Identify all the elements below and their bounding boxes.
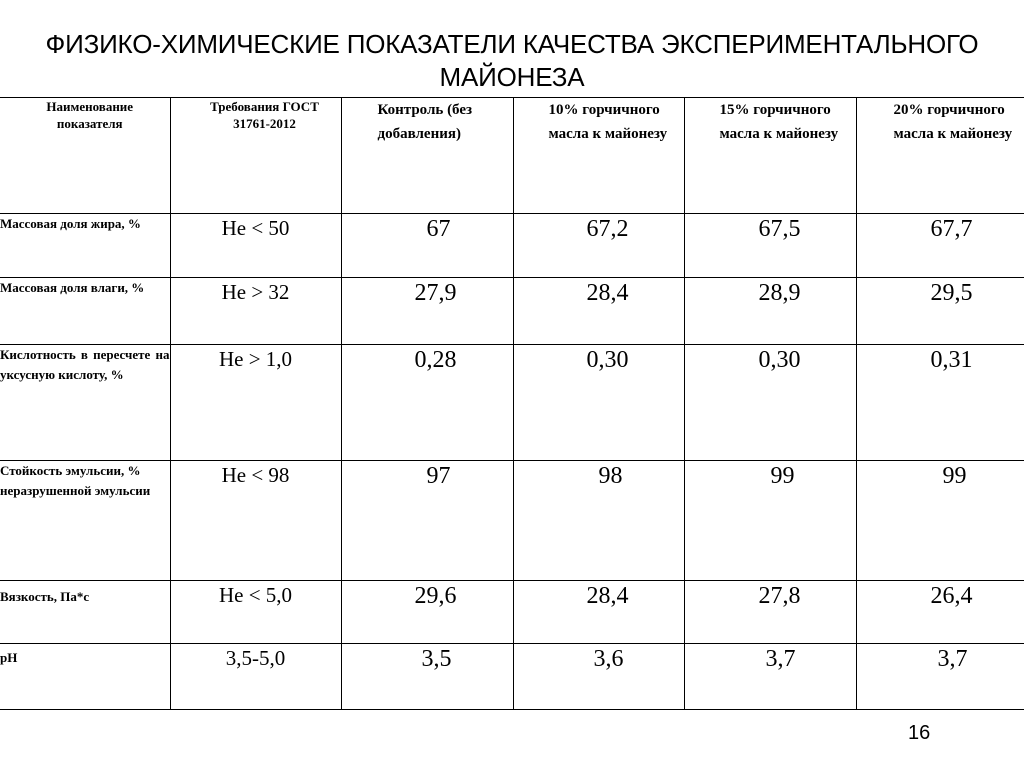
value-15-percent: 67,5 bbox=[684, 214, 856, 278]
value-control: 27,9 bbox=[341, 278, 513, 345]
value-control: 67 bbox=[341, 214, 513, 278]
value-20-percent: 99 bbox=[856, 461, 1024, 581]
row-requirement: Не < 50 bbox=[170, 214, 341, 278]
value-10-percent: 3,6 bbox=[513, 644, 684, 710]
row-name: Вязкость, Па*с bbox=[0, 581, 170, 644]
value-control: 29,6 bbox=[341, 581, 513, 644]
row-requirement: Не > 32 bbox=[170, 278, 341, 345]
row-requirement: Не < 98 bbox=[170, 461, 341, 581]
value-10-percent: 98 bbox=[513, 461, 684, 581]
header-gost-requirement: Требования ГОСТ 31761-2012 bbox=[170, 98, 341, 214]
value-control: 3,5 bbox=[341, 644, 513, 710]
value-15-percent: 28,9 bbox=[684, 278, 856, 345]
row-name: pH bbox=[0, 644, 170, 710]
header-indicator-name: Наименование показателя bbox=[0, 98, 170, 214]
row-name: Стойкость эмульсии, % неразрушенной эмульсии bbox=[0, 461, 170, 581]
table-row bbox=[0, 644, 1024, 710]
row-name: Кислотность в пересчете на уксусную кислоту, % bbox=[0, 345, 170, 461]
row-name: Массовая доля жира, % bbox=[0, 214, 170, 278]
table-row bbox=[0, 581, 1024, 644]
value-20-percent: 29,5 bbox=[856, 278, 1024, 345]
table-row bbox=[0, 214, 1024, 278]
header-15-percent: 15% горчичного масла к майонезу bbox=[684, 98, 856, 214]
header-10-percent: 10% горчичного масла к майонезу bbox=[513, 98, 684, 214]
row-requirement: Не > 1,0 bbox=[170, 345, 341, 461]
value-20-percent: 0,31 bbox=[856, 345, 1024, 461]
row-requirement: Не < 5,0 bbox=[170, 581, 341, 644]
value-10-percent: 28,4 bbox=[513, 581, 684, 644]
value-15-percent: 27,8 bbox=[684, 581, 856, 644]
quality-indicators-table bbox=[0, 97, 1024, 710]
value-control: 0,28 bbox=[341, 345, 513, 461]
page-number: 16 bbox=[908, 722, 931, 744]
value-15-percent: 99 bbox=[684, 461, 856, 581]
table-row bbox=[0, 345, 1024, 461]
value-20-percent: 3,7 bbox=[856, 644, 1024, 710]
value-20-percent: 67,7 bbox=[856, 214, 1024, 278]
value-20-percent: 26,4 bbox=[856, 581, 1024, 644]
table-header-row bbox=[0, 98, 1024, 214]
header-20-percent: 20% горчичного масла к майонезу bbox=[856, 98, 1024, 214]
table-row bbox=[0, 278, 1024, 345]
table-row bbox=[0, 461, 1024, 581]
value-10-percent: 67,2 bbox=[513, 214, 684, 278]
row-name: Массовая доля влаги, % bbox=[0, 278, 170, 345]
slide-title: ФИЗИКО-ХИМИЧЕСКИЕ ПОКАЗАТЕЛИ КАЧЕСТВА ЭКСПЕРИМЕНТАЛЬНОГО МАЙОНЕЗА bbox=[45, 29, 979, 92]
header-control: Контроль (без добавления) bbox=[341, 98, 513, 214]
row-requirement: 3,5-5,0 bbox=[170, 644, 341, 710]
value-15-percent: 0,30 bbox=[684, 345, 856, 461]
value-10-percent: 28,4 bbox=[513, 278, 684, 345]
value-10-percent: 0,30 bbox=[513, 345, 684, 461]
value-control: 97 bbox=[341, 461, 513, 581]
value-15-percent: 3,7 bbox=[684, 644, 856, 710]
